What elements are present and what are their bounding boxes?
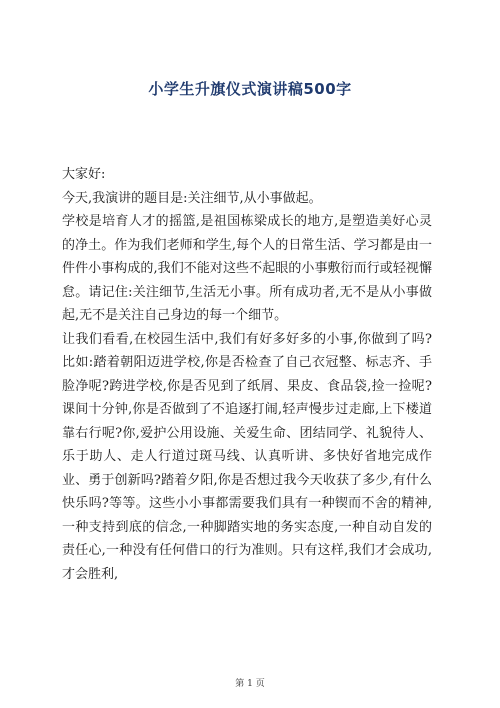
campus-life-paragraph: 让我们看看,在校园生活中,我们有好多好多的小事,你做到了吗?比如:踏着朝阳迈进学校,你是否检查了自己衣冠整、标志齐、手脸净呢?跨进学校,你是否见到了纸屑、果皮、食品袋,捡一捡呢?课间十分钟,你是否做到了不追逐打闹,轻声慢步过走廊,上下楼道靠右行呢?你,爱护公用设施、关爱生命、团结同学、礼貌待人、乐于助人、走人行道过斑马线、认真听讲、多快好省地完成作业、勇于创新吗?踏着夕阳,你是否想过我今天收获了多少,有什么快乐吗?等等。这些小小事都需要我们具有一种锲而不舍的精神,一种支持到底的信念,一种脚踏实地的务实态度,一种自动自发的责任心,一种没有任何借口的行为准则。只有这样,我们才会成功,才会胜利, bbox=[62, 331, 432, 582]
school-paragraph: 学校是培育人才的摇篮,是祖国栋梁成长的地方,是塑造美好心灵的净土。作为我们老师和学生,每个人的日常生活、学习都是由一件件小事构成的,我们不能对这些不起眼的小事敷衍而行或轻视懈怠。请记住:关注细节,生活无小事。所有成功者,无不是从小事做起,无不是关注自己身边的每一个细节。 bbox=[62, 214, 432, 323]
document-body bbox=[62, 163, 432, 586]
greeting-paragraph: 大家好: bbox=[62, 167, 106, 182]
document-title: 小学生升旗仪式演讲稿500字 bbox=[148, 80, 352, 98]
topic-paragraph: 今天,我演讲的题目是:关注细节,从小事做起。 bbox=[62, 190, 322, 206]
page-number: 第 1 页 bbox=[235, 679, 265, 689]
